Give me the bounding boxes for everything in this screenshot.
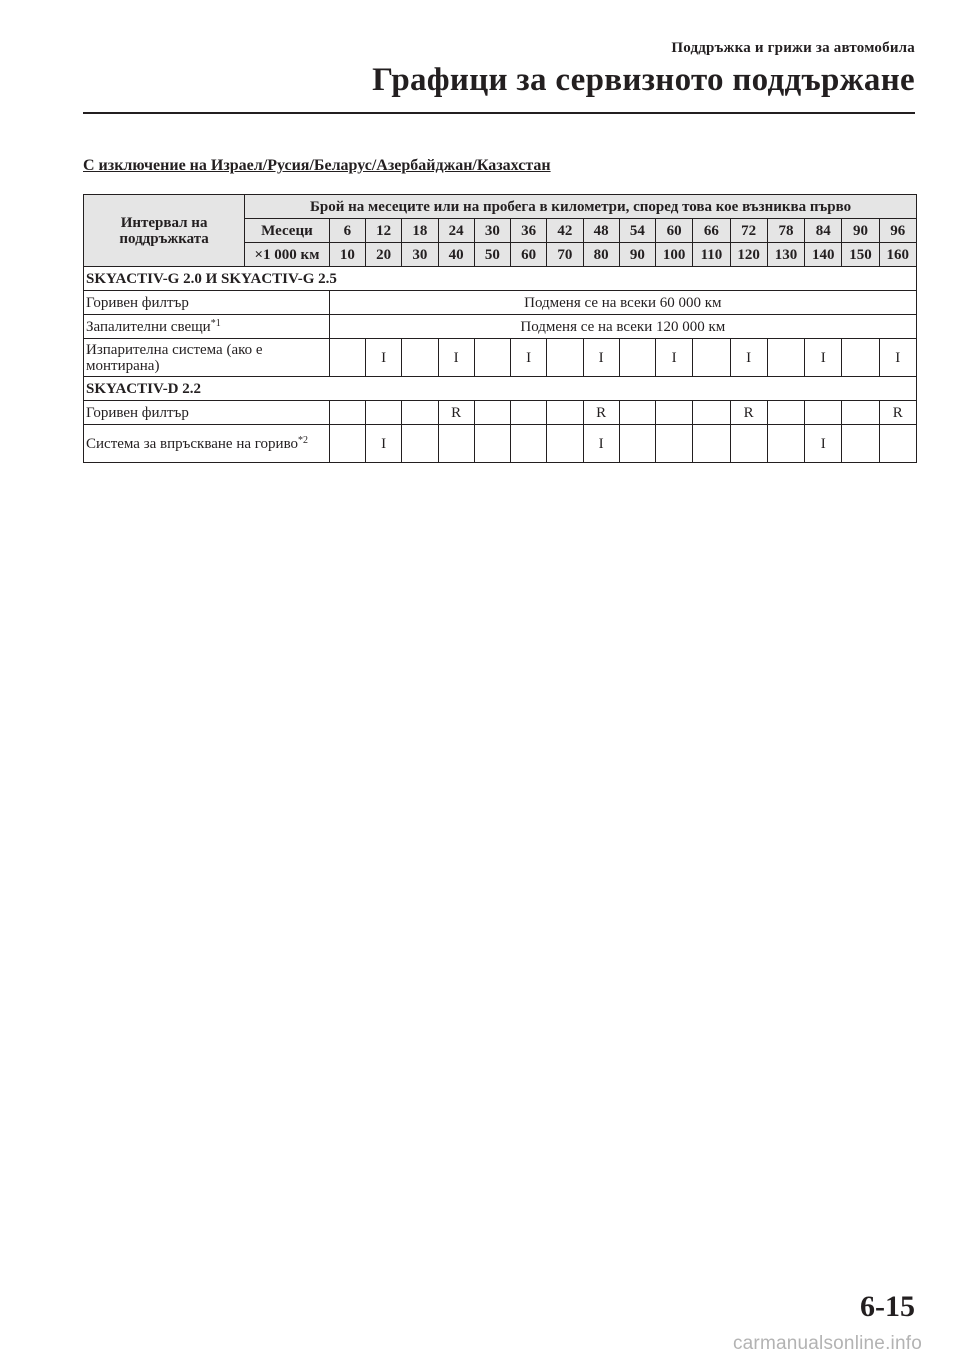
km-value: 10 — [329, 243, 365, 267]
month-value: 30 — [474, 219, 510, 243]
schedule-cell — [842, 401, 879, 425]
schedule-cell — [879, 425, 916, 463]
table-row — [84, 339, 917, 377]
month-value: 42 — [547, 219, 583, 243]
schedule-cell: I — [583, 425, 619, 463]
month-value: 72 — [730, 219, 767, 243]
chapter-header: Поддръжка и грижи за автомобила — [671, 40, 915, 56]
item-label — [84, 401, 330, 425]
table-row — [84, 291, 917, 315]
month-value: 96 — [879, 219, 916, 243]
months-label: Месеци — [245, 219, 330, 243]
footnote-marker: *1 — [210, 317, 221, 329]
schedule-cell: I — [511, 339, 547, 377]
schedule-cell: I — [656, 339, 693, 377]
schedule-cell: I — [730, 339, 767, 377]
schedule-cell — [402, 339, 438, 377]
item-label-text: Запалителни свещи — [86, 318, 211, 335]
schedule-cell — [767, 425, 804, 463]
month-value: 36 — [511, 219, 547, 243]
interval-header: Интервал на поддръжката — [84, 195, 245, 267]
schedule-cell — [402, 425, 438, 463]
schedule-cell — [329, 425, 365, 463]
schedule-cell — [656, 425, 693, 463]
month-value: 84 — [805, 219, 842, 243]
month-value: 18 — [402, 219, 438, 243]
schedule-cell: R — [438, 401, 474, 425]
schedule-cell — [547, 339, 583, 377]
km-value: 110 — [693, 243, 730, 267]
schedule-cell — [329, 339, 365, 377]
item-label-text: Изпарителна система (ако е монтирана) — [86, 341, 263, 374]
km-value: 60 — [511, 243, 547, 267]
km-value: 160 — [879, 243, 916, 267]
header-divider — [83, 112, 915, 114]
km-label: ×1 000 км — [245, 243, 330, 267]
schedule-cell: R — [730, 401, 767, 425]
item-label-text: Горивен филтър — [86, 404, 189, 421]
schedule-cell — [511, 401, 547, 425]
schedule-cell — [842, 339, 879, 377]
km-value: 100 — [656, 243, 693, 267]
schedule-cell — [474, 401, 510, 425]
month-value: 60 — [656, 219, 693, 243]
month-value: 12 — [366, 219, 402, 243]
schedule-cell — [619, 401, 655, 425]
schedule-cell — [730, 425, 767, 463]
schedule-cell — [693, 425, 730, 463]
km-value: 140 — [805, 243, 842, 267]
schedule-cell: R — [879, 401, 916, 425]
table-row — [84, 425, 917, 463]
page-title: Графици за сервизното поддържане — [372, 62, 915, 98]
schedule-cell: R — [583, 401, 619, 425]
month-value: 90 — [842, 219, 879, 243]
replacement-interval-text: Подменя се на всеки 120 000 км — [329, 315, 916, 339]
item-label — [84, 315, 330, 339]
table-row — [84, 401, 917, 425]
month-value: 54 — [619, 219, 655, 243]
month-value: 48 — [583, 219, 619, 243]
page-number: 6-15 — [860, 1290, 915, 1323]
schedule-cell — [547, 425, 583, 463]
schedule-cell — [767, 401, 804, 425]
schedule-cell: I — [805, 425, 842, 463]
replacement-interval-text: Подменя се на всеки 60 000 км — [329, 291, 916, 315]
month-value: 6 — [329, 219, 365, 243]
month-value: 66 — [693, 219, 730, 243]
schedule-cell: I — [805, 339, 842, 377]
schedule-cell — [547, 401, 583, 425]
engine-section-header: SKYACTIV-D 2.2 — [84, 377, 917, 401]
schedule-cell — [511, 425, 547, 463]
item-label-text: Система за впръскване на гориво — [86, 435, 299, 452]
schedule-cell — [474, 425, 510, 463]
schedule-cell — [767, 339, 804, 377]
schedule-cell — [329, 401, 365, 425]
km-value: 50 — [474, 243, 510, 267]
schedule-cell — [619, 339, 655, 377]
interval-description: Брой на месеците или на пробега в километри, според това кое възниква първо — [245, 195, 917, 219]
month-value: 24 — [438, 219, 474, 243]
km-value: 40 — [438, 243, 474, 267]
schedule-cell — [474, 339, 510, 377]
km-value: 70 — [547, 243, 583, 267]
watermark: carmanualsonline.info — [732, 1333, 922, 1354]
schedule-cell — [805, 401, 842, 425]
item-label — [84, 425, 330, 463]
item-label-text: Горивен филтър — [86, 294, 189, 311]
schedule-cell — [366, 401, 402, 425]
footnote-marker: *2 — [298, 434, 309, 446]
schedule-cell — [619, 425, 655, 463]
schedule-cell: I — [366, 425, 402, 463]
item-label — [84, 339, 330, 377]
schedule-cell — [438, 425, 474, 463]
km-value: 90 — [619, 243, 655, 267]
month-value: 78 — [767, 219, 804, 243]
schedule-cell: I — [438, 339, 474, 377]
schedule-cell — [656, 401, 693, 425]
km-value: 130 — [767, 243, 804, 267]
schedule-cell — [402, 401, 438, 425]
table-row — [84, 315, 917, 339]
km-value: 80 — [583, 243, 619, 267]
schedule-cell — [842, 425, 879, 463]
km-value: 150 — [842, 243, 879, 267]
schedule-cell — [693, 339, 730, 377]
km-value: 30 — [402, 243, 438, 267]
schedule-cell: I — [583, 339, 619, 377]
item-label — [84, 291, 330, 315]
engine-section-header: SKYACTIV-G 2.0 И SKYACTIV-G 2.5 — [84, 267, 917, 291]
maintenance-schedule-table — [83, 194, 917, 463]
km-value: 20 — [366, 243, 402, 267]
schedule-cell: I — [879, 339, 916, 377]
km-value: 120 — [730, 243, 767, 267]
schedule-cell: I — [366, 339, 402, 377]
schedule-cell — [693, 401, 730, 425]
section-title: С изключение на Израел/Русия/Беларус/Азербайджан/Казахстан — [83, 157, 551, 174]
